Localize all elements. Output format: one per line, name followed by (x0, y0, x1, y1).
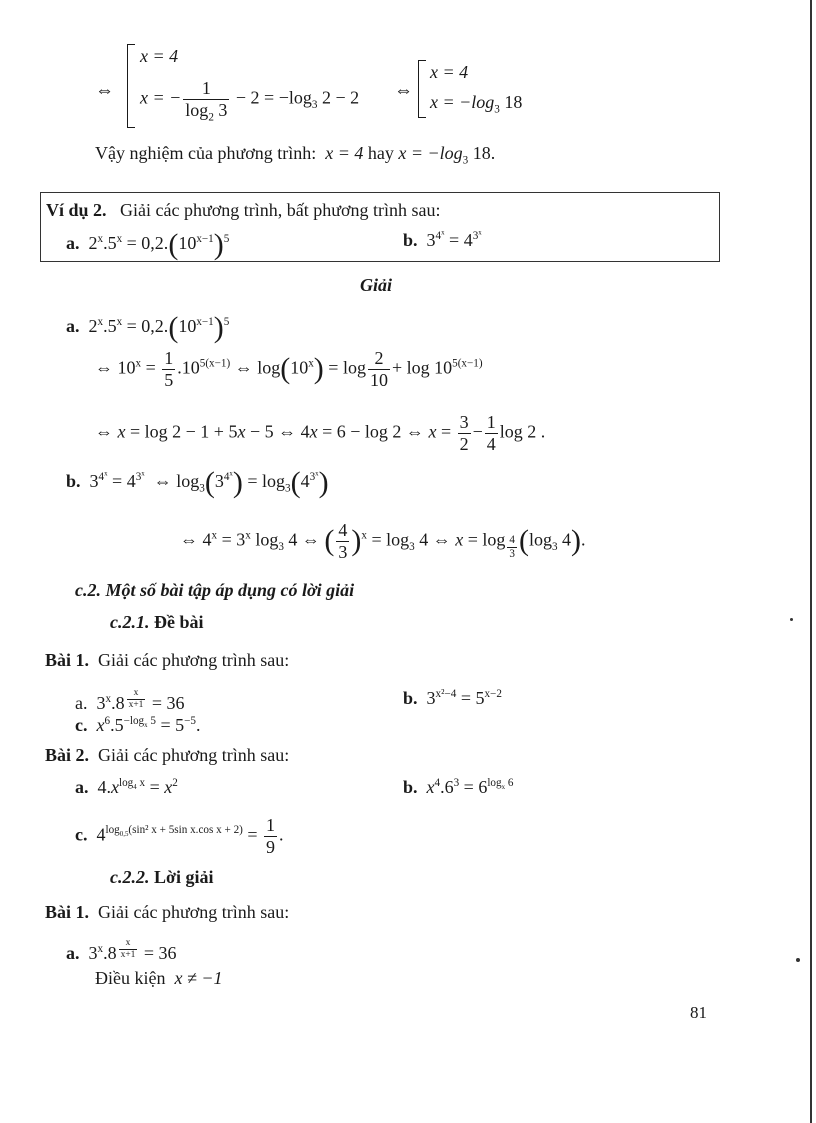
exercise-1-solution-title: Bài 1. Giải các phương trình sau: (45, 902, 290, 922)
example-item-b: b. $3^{4^x} = 4^{3^x}$ (403, 229, 482, 250)
equiv-symbol-2: ⇔ (394, 80, 413, 101)
conclusion: Vậy nghiệm của phương trình: x = 4 hay $x = -\log_3$ 18. (95, 143, 496, 167)
exercise-1-a: a. 3$^x$.8 $^{\frac{x}{x+1}}$ = 36 (75, 688, 185, 713)
example-title: Ví dụ 2. Giải các phương trình, bất phương trình sau: (46, 200, 441, 220)
scan-speck (790, 618, 793, 621)
exercise-1-solution-a: a. 3$^x$.8 $^{\frac{x}{x+1}}$ = 36 (66, 938, 177, 963)
exercise-2-c: c. $4^{log_{0,5}(sin^2 x + 5sin x.cos x + 2)}$ = $\frac{1}{9}$ . (75, 815, 284, 857)
exercise-1-b: b. $3^{x^2-4} = 5^{x-2}$ (403, 688, 502, 708)
page-edge (810, 0, 812, 1123)
solution-a-line-1: a. $2^x.5^x = 0,2.(10^{x-1})^5$ (66, 311, 230, 344)
exercise-2-a: a. $4.x^{log_4 x} = x^2$ (75, 777, 178, 797)
section-c22-heading: c.2.2. Lời giải (110, 867, 214, 887)
solution-b-line-1: b. $3^{4^x} = 4^{3^x}$ ⇔ $\log_3(3^{4^x}) = \log_3(4^{3^x})$ (66, 466, 329, 499)
system-bracket (127, 44, 135, 128)
solution-b-line-2: ⇔ $4^x = 3^x$ $\log_3 4$ ⇔ ( $\frac{4}{3}$ )$^x = \log_3 4$ ⇔ x = log $_{\frac{4}{3}}$ ($\log_3$ 4). (180, 520, 586, 562)
solution-row-2: $x = -\log_3$ 18 (430, 92, 523, 116)
page-number: 81 (690, 1003, 707, 1022)
exercise-2-title: Bài 2. Giải các phương trình sau: (45, 745, 290, 765)
section-c21-heading: c.2.1. Đề bài (110, 612, 204, 632)
example-item-a: a. $2^x.5^x = 0,2.(10^{x-1})^5$ (66, 228, 230, 261)
scan-speck (796, 958, 800, 962)
exercise-2-b: b. $x^4.6^3 = 6^{log_x 6}$ (403, 777, 514, 797)
system-row-1: x = 4 (140, 46, 179, 66)
exercise-1-c: c. $x^6.5^{-log_x 5} = 5^{-5}$. (75, 715, 201, 735)
solution-row-1: x = 4 (430, 62, 469, 82)
solution-a-line-3: ⇔ x = log 2 − 1 + 5x − 5 ⇔ 4x = 6 − log 2 ⇔ x = $\frac{3}{2}$ − $\frac{1}{4}$ log 2 . (95, 412, 546, 454)
exercise-1-title: Bài 1. Giải các phương trình sau: (45, 650, 290, 670)
exercise-1-condition: Điều kiện x ≠ −1 (95, 968, 223, 988)
section-c2-heading: c.2. Một số bài tập áp dụng có lời giải (75, 580, 355, 600)
equiv-symbol: ⇔ (95, 80, 114, 101)
solution-heading: Giải (360, 275, 393, 295)
solution-a-line-2: ⇔ $10^x$ = $\frac{1}{5}$ $.10^{5(x-1)}$ ⇔ $\log(10^x) = \log$ $\frac{2}{10}$ + $\log 10^{5(x-1)}$ (95, 348, 483, 390)
system-bracket-2 (418, 60, 426, 118)
system-row-2: x = − $\frac{1}{\log_2 3}$ − $2 = -\log_3$ 2 − 2 (140, 78, 360, 124)
